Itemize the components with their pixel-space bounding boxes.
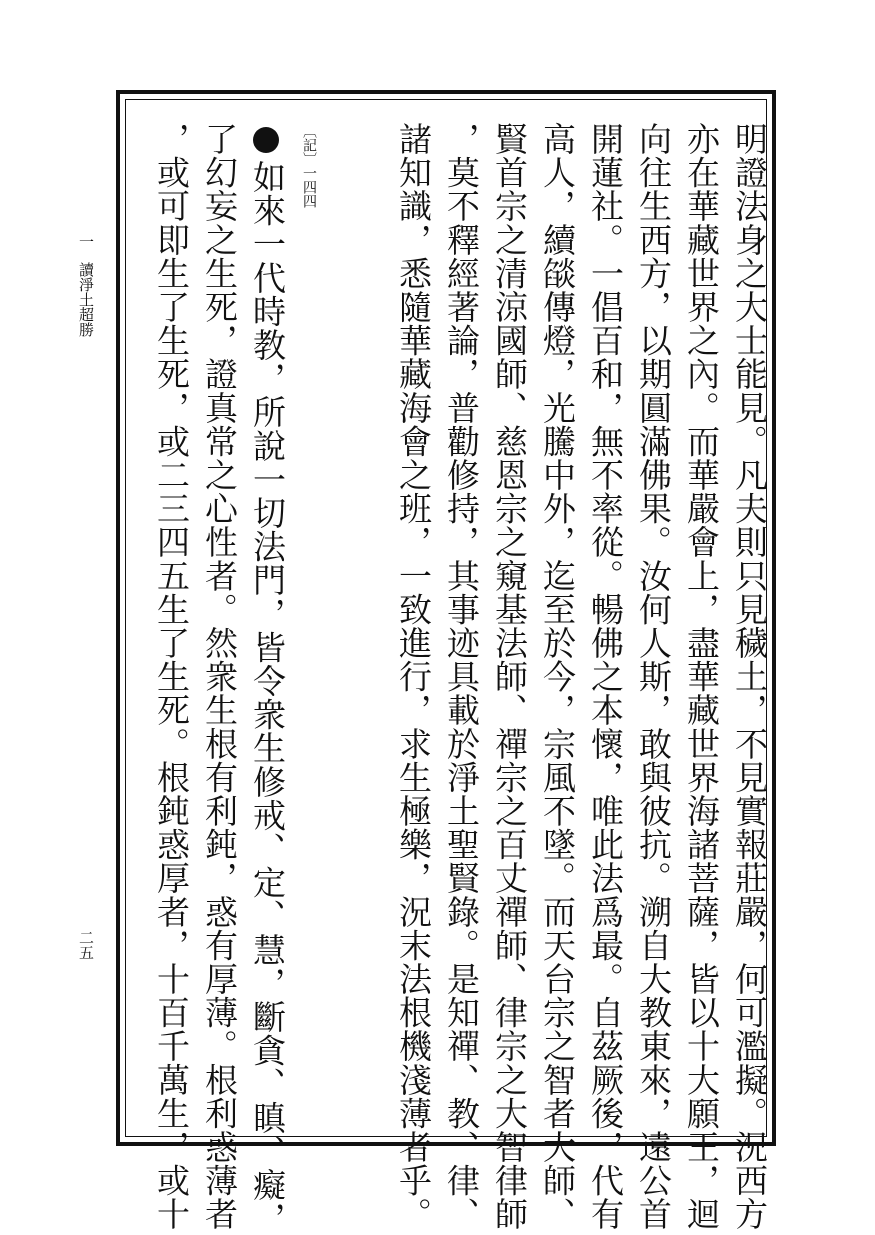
text-column-6: 賢首宗之清涼國師、慈恩宗之窺基法師、禪宗之百丈禪師、律宗之大智律師: [490, 122, 529, 1231]
page-number: 二五: [77, 930, 95, 960]
section-bullet-icon: [253, 127, 279, 153]
text-column-2: 亦在華藏世界之內。而華嚴會上，盡華藏世界海諸菩薩，皆以十大願王，迴: [682, 122, 721, 1231]
text-column-7: ，莫不釋經著論，普勸修持，其事迹具載於淨土聖賢錄。是知禪、教、律、: [442, 122, 481, 1231]
margin-marker: 一: [77, 234, 95, 249]
text-column-1: 明證法身之大士能見。凡夫則只見穢土，不見實報莊嚴，何可濫擬。況西方: [730, 122, 769, 1231]
text-column-10: 了幻妄之生死，證真常之心性者。然衆生根有利鈍，惑有厚薄。根利惑薄者: [200, 122, 239, 1231]
text-column-8: 諸知識，悉隨華藏海會之班，一致進行，求生極樂，況末法根機淺薄者乎。: [394, 122, 433, 1231]
annotation-note: [296, 124, 318, 208]
text-column-11: ，或可即生了生死，或二三四五生了生死。根鈍惑厚者，十百千萬生，或十: [152, 122, 191, 1231]
text-column-4: 開蓮社。一倡百和，無不率從。暢佛之本懷，唯此法爲最。自茲厥後，代有: [586, 122, 625, 1231]
annotation-number: 一四四: [301, 166, 317, 208]
running-title: 讀淨土超勝: [77, 262, 95, 337]
annotation-bracket: 〔記〕: [301, 124, 317, 166]
text-column-3: 向往生西方，以期圓滿佛果。汝何人斯，敢與彼抗。溯自大教東來，遠公首: [634, 122, 673, 1231]
text-column-5: 高人，續燄傳燈，光騰中外，迄至於今，宗風不墜。而天台宗之智者大師、: [538, 122, 577, 1231]
text-column-9: 如來一代時教，所說一切法門，皆令衆生修戒、定、慧，斷貪、瞋、癡，: [248, 160, 287, 1235]
